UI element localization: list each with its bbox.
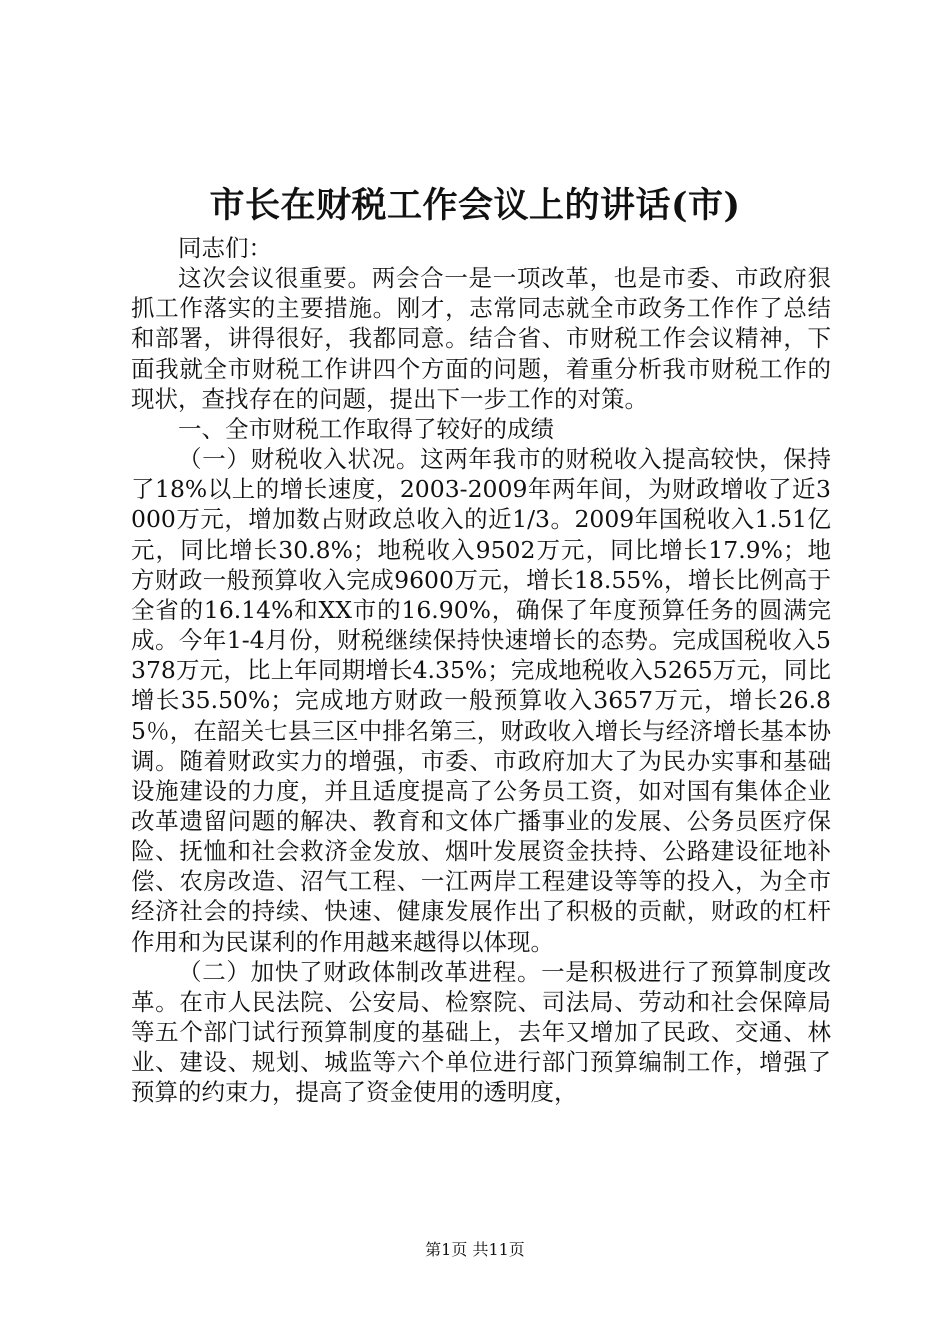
document-body — [131, 233, 831, 1108]
salutation: 同志们： — [178, 234, 272, 262]
paragraph-intro: 这次会议很重要。两会合一是一项改革，也是市委、市政府狠抓工作落实的主要措施。刚才，志常同志就全市政务工作作了总结和部署，讲得很好，我都同意。结合省、市财税工作会议精神，下面我就全市财税工作讲四个方面的问题，着重分析我市财税工作的现状，查找存在的问题，提出下一步工作的对策。 — [131, 264, 831, 413]
document-title: 市长在财税工作会议上的讲话(市) — [209, 185, 741, 226]
page-footer: 第1页 共11页 — [425, 1240, 525, 1259]
paragraph-revenue-status: （一）财税收入状况。这两年我市的财税收入提高较快，保持了18%以上的增长速度，2003-2009年两年间，为财政增收了近3000万元，增加数占财政总收入的近1/3。2009年国税收入1.51亿元，同比增长30.8%；地税收入9502万元，同比增长17.9%；地方财政一般预算收入完成9600万元，增长18.55%，增长比例高于全省的16.14%和XX市的16.90%，确保了年度预算任务的圆满完成。今年1-4月份，财税继续保持快速增长的态势。完成国税收入5378万元，比上年同期增长4.35%；完成地税收入5265万元，同比增长35.50%；完成地方财政一般预算收入3657万元，增长26.85％，在韶关七县三区中排名第三，财政收入增长与经济增长基本协调。随着财政实力的增强，市委、市政府加大了为民办实事和基础设施建设的力度，并且适度提高了公务员工资，如对国有集体企业改革遗留问题的解决、教育和文体广播事业的发展、公务员医疗保险、抚恤和社会救济金发放、烟叶发展资金扶持、公路建设征地补偿、农房改造、沼气工程、一江两岸工程建设等等的投入，为全市经济社会的持续、快速、健康发展作出了积极的贡献，财政的杠杆作用和为民谋利的作用越来越得以体现。 — [131, 445, 831, 956]
section-heading-1: 一、全市财税工作取得了较好的成绩 — [178, 414, 554, 443]
paragraph-reform-progress: （二）加快了财政体制改革进程。一是积极进行了预算制度改革。在市人民法院、公安局、检察院、司法局、劳动和社会保障局等五个部门试行预算制度的基础上，去年又增加了民政、交通、林业、建设、规划、城监等六个单位进行部门预算编制工作，增强了预算的约束力，提高了资金使用的透明度， — [131, 957, 831, 1107]
